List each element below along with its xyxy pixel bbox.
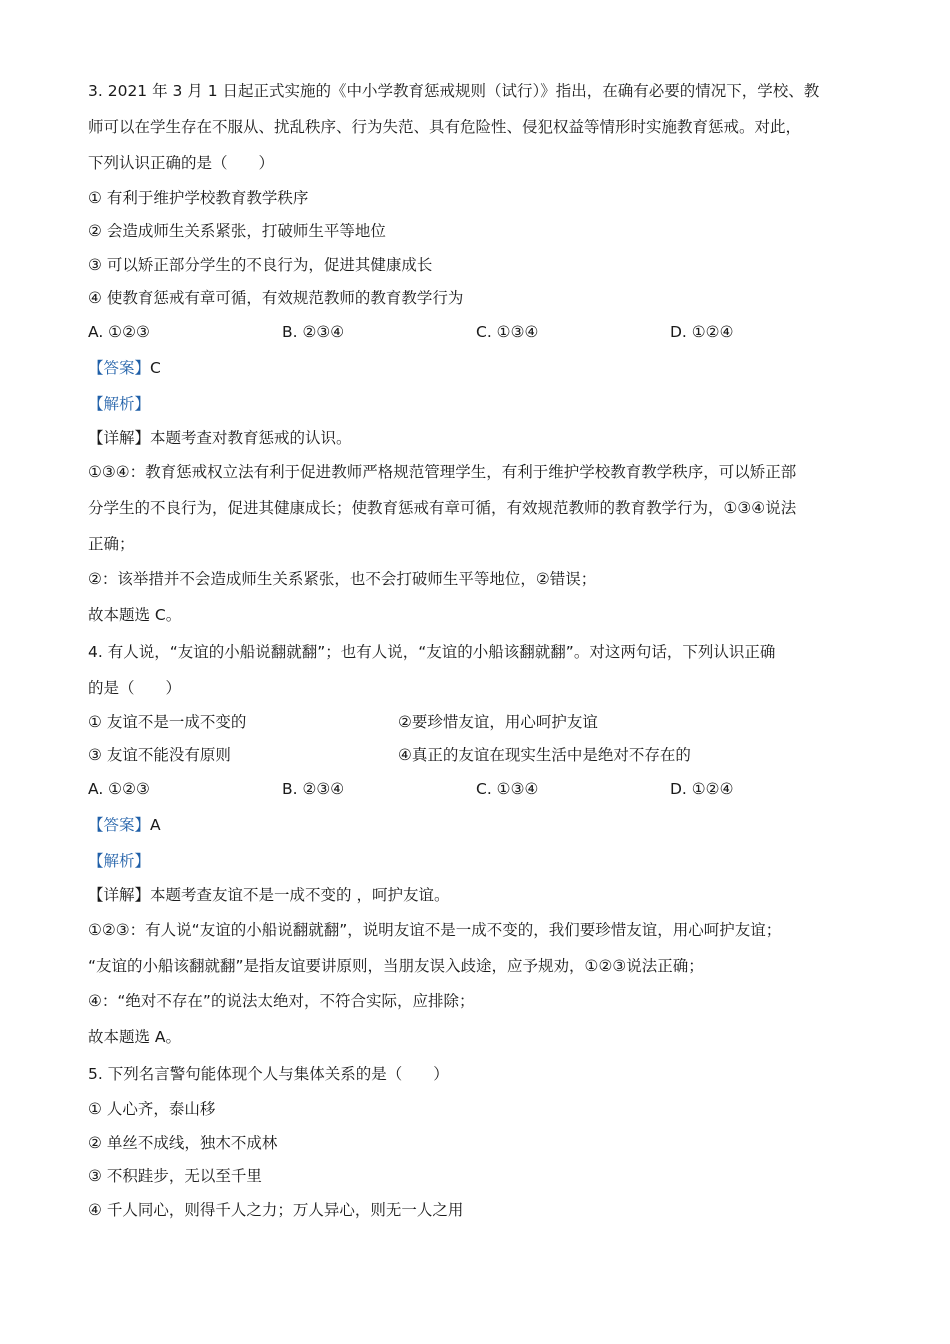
q3-item-4: ④ 使教育惩戒有章可循，有效规范教师的教育教学行为 — [88, 289, 464, 307]
q3-explanation-2: ②：该举措并不会造成师生关系紧张，也不会打破师生平等地位，②错误； — [88, 570, 597, 588]
answer-tag: 【答案】 — [88, 359, 151, 377]
q4-answer — [88, 815, 161, 835]
q4-stem-line1: 4. 有人说，“友谊的小船说翻就翻”；也有人说，“友谊的小船该翻就翻”。对这两句话，下列认识正确 — [88, 643, 776, 661]
q5-stem: 5. 下列名言警句能体现个人与集体关系的是（ ） — [88, 1065, 449, 1083]
q5-item-3: ③ 不积跬步，无以至千里 — [88, 1167, 262, 1185]
q4-analysis-tag: 【解析】 — [88, 852, 151, 870]
q4-item-1: ① 友谊不是一成不变的 — [88, 713, 247, 731]
q3-explanation-line1: ①③④：教育惩戒权立法有利于促进教师严格规范管理学生，有利于维护学校教育教学秩序，可以矫正部 — [88, 463, 797, 481]
q3-conclusion: 故本题选 C。 — [88, 606, 182, 624]
q5-item-4: ④ 千人同心，则得千人之力；万人异心，则无一人之用 — [88, 1201, 464, 1219]
q3-option-d: D. ①②④ — [670, 323, 734, 341]
q4-option-a: A. ①②③ — [88, 780, 150, 798]
q3-stem-line2: 师可以在学生存在不服从、扰乱秩序、行为失范、具有危险性、侵犯权益等情形时实施教育惩戒。对此， — [88, 118, 802, 136]
q3-option-b: B. ②③④ — [282, 323, 345, 341]
q3-analysis-tag: 【解析】 — [88, 395, 151, 413]
q3-explanation-line2: 分学生的不良行为，促进其健康成长；使教育惩戒有章可循，有效规范教师的教育教学行为，①③④说法 — [88, 499, 797, 517]
q4-option-d: D. ①②④ — [670, 780, 734, 798]
detail-text: 本题考查对教育惩戒的认识。 — [150, 429, 352, 447]
detail-text: 本题考查友谊不是一成不变的 ，呵护友谊。 — [150, 886, 450, 904]
q4-explanation-line1: ①②③：有人说“友谊的小船说翻就翻”，说明友谊不是一成不变的，我们要珍惜友谊，用心呵护友谊； — [88, 921, 782, 939]
q3-option-a: A. ①②③ — [88, 323, 150, 341]
answer-value: A — [150, 816, 161, 834]
q3-answer — [88, 358, 161, 378]
q4-explanation-line2: “友谊的小船该翻就翻”是指友谊要讲原则，当朋友误入歧途，应予规劝，①②③说法正确； — [88, 957, 704, 975]
q5-item-1: ① 人心齐，泰山移 — [88, 1100, 216, 1118]
q4-item-4: ④真正的友谊在现实生活中是绝对不存在的 — [398, 746, 691, 764]
q4-item-2: ②要珍惜友谊，用心呵护友谊 — [398, 713, 598, 731]
q4-option-b: B. ②③④ — [282, 780, 345, 798]
q3-explanation-line3: 正确； — [88, 535, 135, 553]
q4-item-3: ③ 友谊不能没有原则 — [88, 746, 231, 764]
detail-tag: 【详解】 — [88, 886, 151, 904]
q3-detail — [88, 428, 352, 448]
q3-option-c: C. ①③④ — [476, 323, 539, 341]
q3-item-3: ③ 可以矫正部分学生的不良行为，促进其健康成长 — [88, 256, 433, 274]
q3-stem-line3: 下列认识正确的是（ ） — [88, 154, 275, 172]
q3-stem-line1: 3. 2021 年 3 月 1 日起正式实施的《中小学教育惩戒规则（试行）》指出，在确有必要的情况下，学校、教 — [88, 82, 820, 100]
detail-tag: 【详解】 — [88, 429, 151, 447]
q4-option-c: C. ①③④ — [476, 780, 539, 798]
q4-explanation-2: ④：“绝对不存在”的说法太绝对，不符合实际，应排除； — [88, 992, 475, 1010]
answer-value: C — [150, 359, 161, 377]
q3-item-2: ② 会造成师生关系紧张，打破师生平等地位 — [88, 222, 386, 240]
q3-item-1: ① 有利于维护学校教育教学秩序 — [88, 189, 309, 207]
q5-item-2: ② 单丝不成线，独木不成林 — [88, 1134, 278, 1152]
q4-conclusion: 故本题选 A。 — [88, 1028, 182, 1046]
answer-tag: 【答案】 — [88, 816, 151, 834]
q4-stem-line2: 的是（ ） — [88, 679, 182, 697]
q4-detail — [88, 885, 449, 905]
